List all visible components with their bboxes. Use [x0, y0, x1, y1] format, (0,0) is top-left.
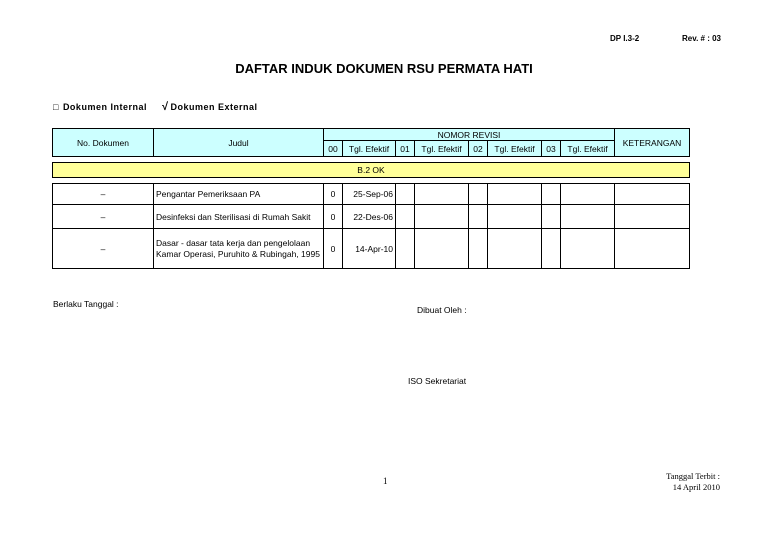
document-type-selector [53, 101, 262, 113]
table-row [53, 184, 690, 205]
cell-no: – [53, 229, 154, 269]
header-tgl-efektif: Tgl. Efektif [488, 141, 542, 157]
cell-judul: Desinfeksi dan Sterilisasi di Rumah Sakit [154, 205, 324, 229]
berlaku-tanggal-label: Berlaku Tanggal : [53, 299, 119, 309]
cell-no: – [53, 184, 154, 205]
cell-judul: Pengantar Pemeriksaan PA [154, 184, 324, 205]
checkmark-icon: √ [161, 101, 169, 113]
header-rev-03: 03 [542, 141, 561, 157]
header-tgl-efektif: Tgl. Efektif [561, 141, 615, 157]
revision-number: Rev. # : 03 [682, 34, 721, 43]
cell-rev00: 0 [324, 205, 343, 229]
tanggal-terbit-label: Tanggal Terbit : [666, 471, 720, 481]
header-no-dokumen: No. Dokumen [53, 129, 154, 157]
checkbox-empty-icon: □ [53, 102, 59, 112]
header-tgl-efektif: Tgl. Efektif [415, 141, 469, 157]
cell-no: – [53, 205, 154, 229]
cell-judul: Dasar - dasar tata kerja dan pengelolaan Kamar Operasi, Puruhito & Rubingah, 1995 [154, 229, 324, 269]
cell-rev00: 0 [324, 184, 343, 205]
header-rev-02: 02 [469, 141, 488, 157]
section-label: B.2 OK [53, 163, 690, 178]
document-code: DP I.3-2 [610, 34, 640, 43]
document-register-table [52, 128, 690, 269]
header-rev-00: 00 [324, 141, 343, 157]
header-nomor-revisi: NOMOR REVISI [324, 129, 615, 141]
dibuat-oleh-label: Dibuat Oleh : [417, 305, 467, 315]
cell-rev00: 0 [324, 229, 343, 269]
header-keterangan: KETERANGAN [615, 129, 690, 157]
header-judul: Judul [154, 129, 324, 157]
cell-tgl00: 22-Des-06 [343, 205, 396, 229]
external-label: Dokumen External [170, 102, 258, 112]
internal-label: Dokumen Internal [62, 102, 147, 112]
cell-tgl00: 25-Sep-06 [343, 184, 396, 205]
cell-tgl00: 14-Apr-10 [343, 229, 396, 269]
section-row [53, 163, 690, 178]
header-tgl-efektif: Tgl. Efektif [343, 141, 396, 157]
page-number: 1 [383, 476, 388, 486]
table-row [53, 205, 690, 229]
page-title: DAFTAR INDUK DOKUMEN RSU PERMATA HATI [235, 61, 533, 76]
iso-sekretariat-label: ISO Sekretariat [408, 376, 467, 386]
tanggal-terbit-value: 14 April 2010 [672, 482, 720, 492]
header-rev-01: 01 [396, 141, 415, 157]
table-row [53, 229, 690, 269]
